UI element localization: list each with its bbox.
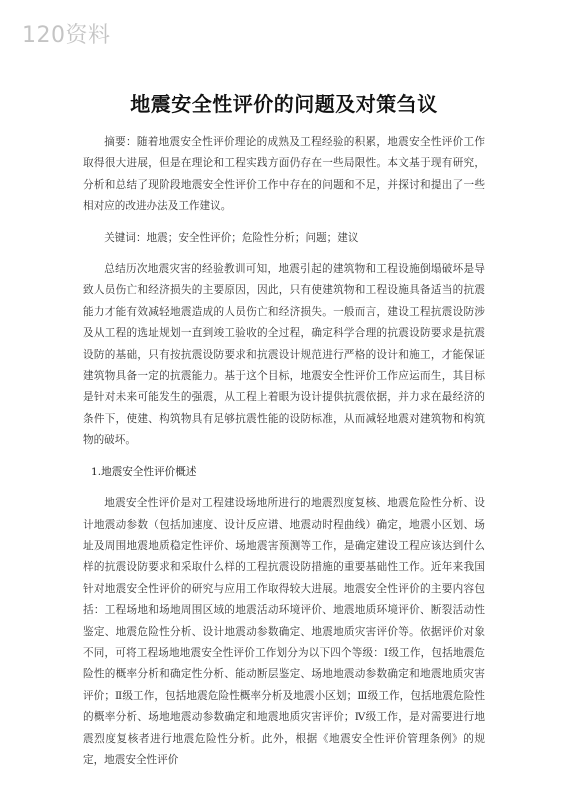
- section-paragraph: 地震安全性评价是对工程建设场地所进行的地震烈度复核、地震危险性分析、设计地震动参数（包括加速度、设计反应谱、地震动时程曲线）确定，地震小区划、场址及周围地震地质稳定性评价、场地震害预测等工作，是确定建设工程应该达到什么样的抗震设防要求和采取什么样的工程抗震设防措施的重要基础性工作。近年来我国针对地震安全性评价的研究与应用工作取得较大进展。地震安全性评价的主要内容包括：工程场地和场地周围区域的地震活动环境评价、地震地质环境评价、断裂活动性鉴定、地震危险性分析、设计地震动参数确定、地震地质灾害评价等。依据评价对象不同，可将工程场地地震安全性评价工作划分为以下四个等级：Ⅰ级工作，包括地震危险性的概率分析和确定性分析、能动断层鉴定、场地地震动参数确定和地震地质灾害评价；Ⅱ级工作，包括地震危险性概率分析及地震小区划；Ⅲ级工作，包括地震危险性的概率分析、场地地震动参数确定和地震地质灾害评价；Ⅳ级工作，是对需要进行地震烈度复核者进行地震危险性分析。此外，根据《地震安全性评价管理条例》的规定，地震安全性评价: [83, 497, 485, 766]
- abstract-paragraph: 摘要：随着地震安全性评价理论的成熟及工程经验的积累，地震安全性评价工作取得很大进展，但是在理论和工程实践方面仍存在一些局限性。本文基于现有研究，分析和总结了现阶段地震安全性评价工作中存在的问题和不足，并探讨和提出了一些相对应的改进办法及工作建议。: [83, 136, 485, 213]
- keywords-paragraph: 关键词：地震；安全性评价；危险性分析；问题；建议: [104, 231, 359, 244]
- section-heading: 1.地震安全性评价概述: [91, 465, 197, 478]
- document-body: [83, 132, 485, 771]
- watermark: 120资料: [22, 23, 111, 48]
- page-title: 地震安全性评价的问题及对策刍议: [130, 92, 438, 116]
- intro-paragraph: 总结历次地震灾害的经验教训可知，地震引起的建筑物和工程设施倒塌破坏是导致人员伤亡和经济损失的主要原因，因此，只有使建筑物和工程设施具备适当的抗震能力才能有效减轻地震造成的人员伤亡和经济损失。一般而言，建设工程抗震设防涉及从工程的选址规划一直到竣工验收的全过程，确定科学合理的抗震设防要求是抗震设防的基础，只有按抗震设防要求和抗震设计规范进行严格的设计和施工，才能保证建筑物具备一定的抗震能力。基于这个目标，地震安全性评价工作应运而生，其目标是针对未来可能发生的强震，从工程上着眼为设计提供抗震依据，并力求在最经济的条件下，使建、构筑物具有足够抗震性能的设防标准，从而减轻地震对建筑物和构筑物的破坏。: [83, 263, 485, 447]
